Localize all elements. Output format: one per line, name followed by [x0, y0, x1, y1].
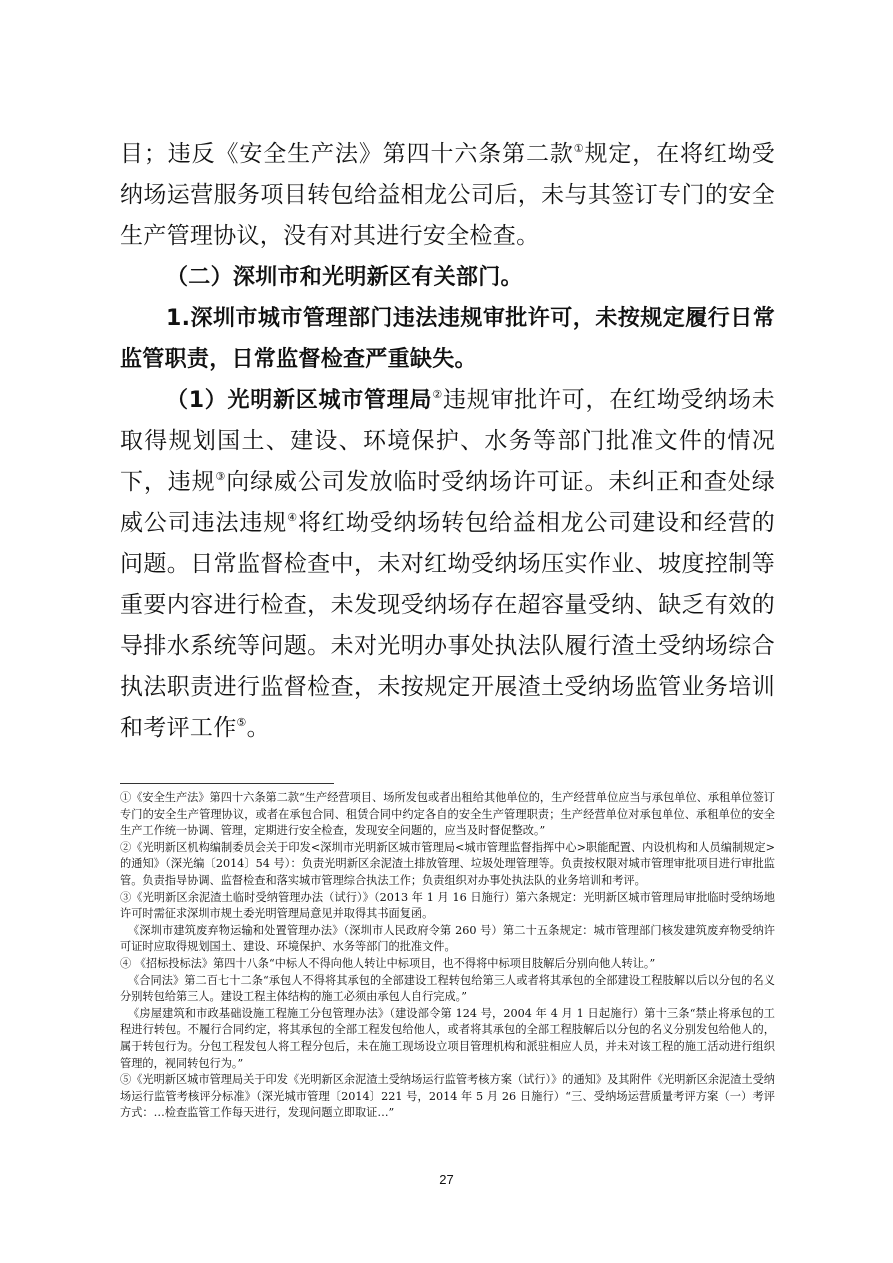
text-run: 目；违反《安全生产法》第四十六条第二款: [120, 141, 574, 167]
footnote-ref-2[interactable]: ②: [432, 388, 443, 401]
footnote-3-cont: 《深圳市建筑废弃物运输和处置管理办法》（深圳市人民政府令第 260 号）第二十五条规定：城市管理部门核发建筑废弃物受纳许可证时应取得规划国土、建设、环境保护、水务等部门的批准文件。: [120, 923, 775, 954]
footnote-4-cont: 《合同法》第二百七十二条“承包人不得将其承包的全部建设工程转包给第三人或者将其承包的全部建设工程肢解以后以分包的名义分别转包给第三人。建设工程主体结构的施工必须由承包人自行完成。”: [120, 973, 775, 1004]
page-number: 27: [439, 1172, 454, 1187]
footnote-4: ④ 《招标投标法》第四十八条“中标人不得向他人转让中标项目，也不得将中标项目肢解后分别向他人转让。”: [120, 956, 656, 970]
text-run: 向绿威公司发放临时受纳场许可证。未纠正和查处绿威公司违法违规: [120, 469, 775, 536]
footnote-ref-3[interactable]: ③: [215, 470, 227, 483]
footnotes: [120, 790, 775, 1122]
footnote-separator: [120, 783, 334, 784]
footnote-1: ①《安全生产法》第四十六条第二款“生产经营项目、场所发包或者出租给其他单位的，生产经营单位应当与承包单位、承租单位签订专门的安全生产管理协议，或者在承包合同、租赁合同中约定各自的安全生产管理职责；生产经营单位对承包单位、承租单位的安全生产工作统一协调、管理，定期进行安全检查，发现安全问题的，应当及时督促整改。”: [120, 791, 775, 838]
footnote-3: ③《光明新区余泥渣土临时受纳管理办法（试行）》（2013 年 1 月 16 日施行）第六条规定：光明新区城市管理局审批临时受纳场地许可时需征求深圳市规土委光明管理局意见并取得其书面复函。: [120, 890, 775, 921]
paragraph-bureau: [120, 380, 775, 749]
footnote-ref-5[interactable]: ⑤: [236, 716, 247, 729]
text-run: 违规审批许可，在红坳受纳场未取得规划国土、建设、环境保护、水务等部门批准文件的情况下，违规: [120, 387, 775, 495]
main-text: [120, 134, 775, 749]
subsection-heading: 1.深圳市城市管理部门违法违规审批许可，未按规定履行日常监管职责，日常监督检查严重缺失。: [120, 306, 775, 372]
text-run: 。: [246, 715, 270, 741]
text-run: 规定，在将红坳受纳场运营服务项目转包给益相龙公司后，未与其签订专门的安全生产管理协议，没有对其进行安全检查。: [120, 141, 775, 249]
text-run: 将红坳受纳场转包给益相龙公司建设和经营的问题。日常监督检查中，未对红坳受纳场压实作业、坡度控制等重要内容进行检查，未发现受纳场存在超容量受纳、缺乏有效的导排水系统等问题。未对光明办事处执法队履行渣土受纳场综合执法职责进行监督检查，未按规定开展渣土受纳场监管业务培训和考评工作: [120, 510, 775, 741]
footnote-ref-1[interactable]: ①: [573, 142, 585, 155]
footnote-2: ②《光明新区机构编制委员会关于印发<深圳市光明新区城市管理局<城市管理监督指挥中心>职能配置、内设机构和人员编制规定>的通知》（深光编〔2014〕54 号）：负责光明新区余泥渣土排放管理、垃圾处理管理等。负责按权限对城市管理审批项目进行审批监管。负责指导协调、监督检查和落实城市管理综合执法工作；负责组织对办事处执法队的业务培训和考评。: [120, 840, 775, 887]
footnote-4-cont: 《房屋建筑和市政基础设施工程施工分包管理办法》（建设部令第 124 号，2004 年 4 月 1 日起施行）第十三条“禁止将承包的工程进行转包。不履行合同约定，将其承包的全部工程发包给他人，或者将其承包的全部工程肢解后以分包的名义分别发包给他人的，属于转包行为。分包工程发包人将工程分包后，未在施工现场设立项目管理机构和派驻相应人员，并未对该工程的施工活动进行组织管理的，视同转包行为。”: [120, 1006, 775, 1070]
section-heading: （二）深圳市和光明新区有关部门。: [166, 265, 523, 290]
paragraph-lead: （1）光明新区城市管理局: [166, 388, 433, 413]
footnote-ref-4[interactable]: ④: [287, 511, 298, 524]
footnote-5: ⑤《光明新区城市管理局关于印发《光明新区余泥渣土受纳场运行监管考核方案（试行）》的通知》及其附件《光明新区余泥渣土受纳场运行监管考核评分标准》（深光城市管理〔2014〕221 号，2014 年 5 月 26 日施行）“三、受纳场运营质量考评方案（一）考评方式：…检查监管工作每天进行，发现问题立即取证…”: [120, 1073, 775, 1120]
paragraph-continuation: [120, 134, 775, 257]
